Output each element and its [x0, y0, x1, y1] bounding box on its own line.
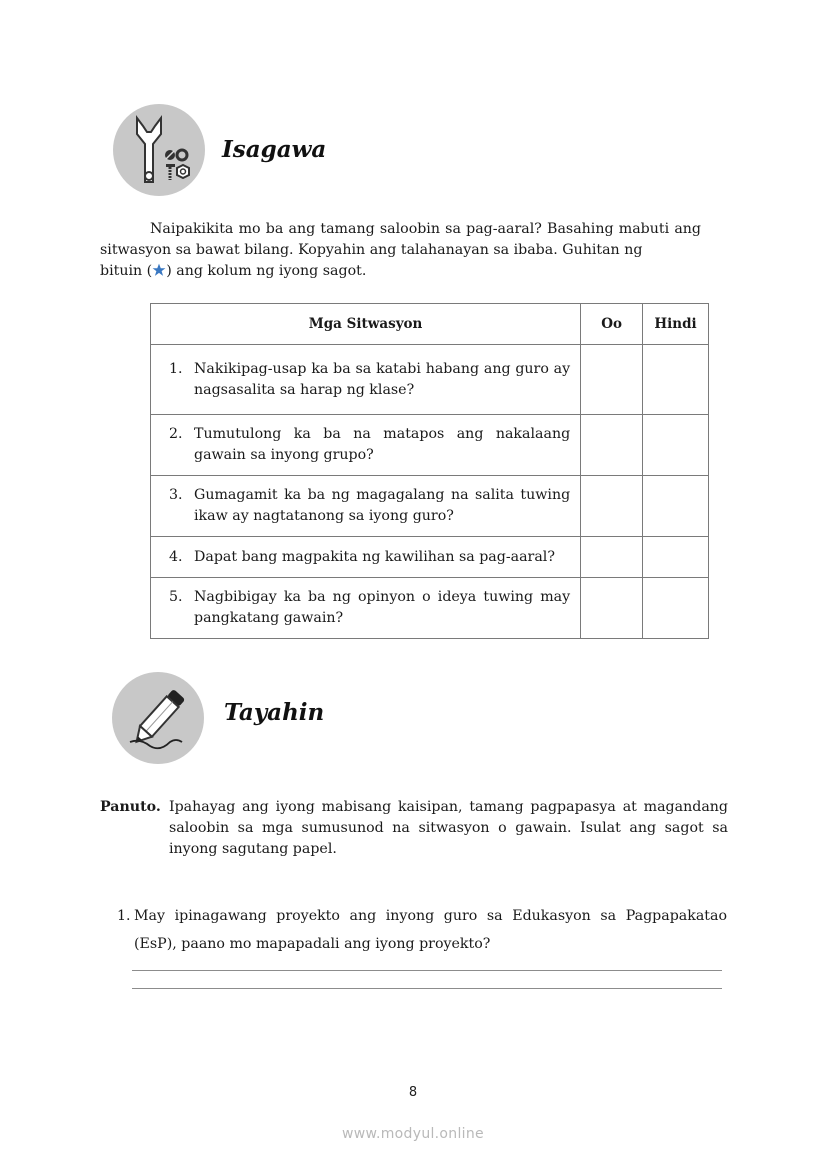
- situation-cell: [151, 578, 581, 639]
- panuto-label: Panuto.: [100, 799, 161, 815]
- header-hindi: Hindi: [643, 304, 709, 345]
- answer-line-1[interactable]: [132, 970, 722, 971]
- answer-cell-hindi[interactable]: [643, 578, 709, 639]
- answer-cell-oo[interactable]: [581, 476, 643, 537]
- situation-text: Tumutulong ka ba na matapos ang nakalaang gawain sa inyong grupo?: [194, 426, 571, 463]
- isagawa-icon-badge: [113, 104, 205, 196]
- table-row: [151, 345, 709, 415]
- page-number: 8: [408, 1085, 418, 1100]
- answer-cell-oo[interactable]: [581, 415, 643, 476]
- answer-cell-oo[interactable]: [581, 537, 643, 578]
- situation-text: Nagbibigay ka ba ng opinyon o ideya tuwing may pangkatang gawain?: [194, 589, 571, 626]
- panuto-text: Ipahayag ang iyong mabisang kaisipan, tamang pagpapasya at magandang saloobin sa mga sumusunod na sitwasyon o gawain. Isulat ang sagot sa inyong sagutang papel.: [169, 799, 728, 857]
- pencil-icon: [112, 672, 204, 764]
- table-row: [151, 415, 709, 476]
- situation-cell: [151, 415, 581, 476]
- situations-table: [150, 303, 709, 639]
- header-oo: Oo: [581, 304, 643, 345]
- table-row: [151, 578, 709, 639]
- table-row: [151, 537, 709, 578]
- question-item: [117, 902, 727, 958]
- instruction-tail-after: ) ang kolum ng iyong sagot.: [166, 263, 367, 279]
- question-number: 1.: [117, 908, 131, 924]
- situation-cell: [151, 345, 581, 415]
- situation-text: Nakikipag-usap ka ba sa katabi habang ang guro ay nagsasalita sa harap ng klase?: [194, 360, 571, 398]
- answer-cell-oo[interactable]: [581, 345, 643, 415]
- situation-number: 3.: [169, 487, 183, 503]
- situation-number: 5.: [169, 589, 183, 605]
- panuto-instruction: [100, 797, 728, 860]
- answer-cell-hindi[interactable]: [643, 345, 709, 415]
- isagawa-instruction: [100, 219, 701, 282]
- table-row: [151, 476, 709, 537]
- tayahin-icon-badge: [112, 672, 204, 764]
- situation-text: Dapat bang magpakita ng kawilihan sa pag-aaral?: [194, 548, 555, 565]
- situation-number: 1.: [169, 360, 183, 377]
- answer-cell-oo[interactable]: [581, 578, 643, 639]
- question-text: May ipinagawang proyekto ang inyong guro sa Edukasyon sa Pagpapakatao (EsP), paano mo mapapadali ang iyong proyekto?: [134, 908, 727, 952]
- answer-cell-hindi[interactable]: [643, 476, 709, 537]
- situation-text: Gumagamit ka ba ng magagalang na salita tuwing ikaw ay nagtatanong sa iyong guro?: [194, 487, 571, 524]
- situation-number: 4.: [169, 548, 183, 565]
- instruction-text: Naipakikita mo ba ang tamang saloobin sa pag-aaral? Basahing mabuti ang sitwasyon sa bawat bilang. Kopyahin ang talahanayan sa ibaba. Guhitan ng: [100, 221, 701, 258]
- instruction-tail-before: bituin (: [100, 263, 153, 279]
- tayahin-title: Tayahin: [224, 699, 325, 726]
- header-situations: Mga Sitwasyon: [151, 304, 581, 345]
- star-icon: [152, 263, 166, 277]
- answer-cell-hindi[interactable]: [643, 415, 709, 476]
- situation-number: 2.: [169, 426, 183, 442]
- watermark: www.modyul.online: [342, 1126, 484, 1142]
- answer-line-2[interactable]: [132, 988, 722, 989]
- situation-cell: [151, 476, 581, 537]
- table-header-row: [151, 304, 709, 345]
- answer-cell-hindi[interactable]: [643, 537, 709, 578]
- wrench-tools-icon: [113, 104, 205, 196]
- situation-cell: [151, 537, 581, 578]
- isagawa-title: Isagawa: [222, 136, 327, 163]
